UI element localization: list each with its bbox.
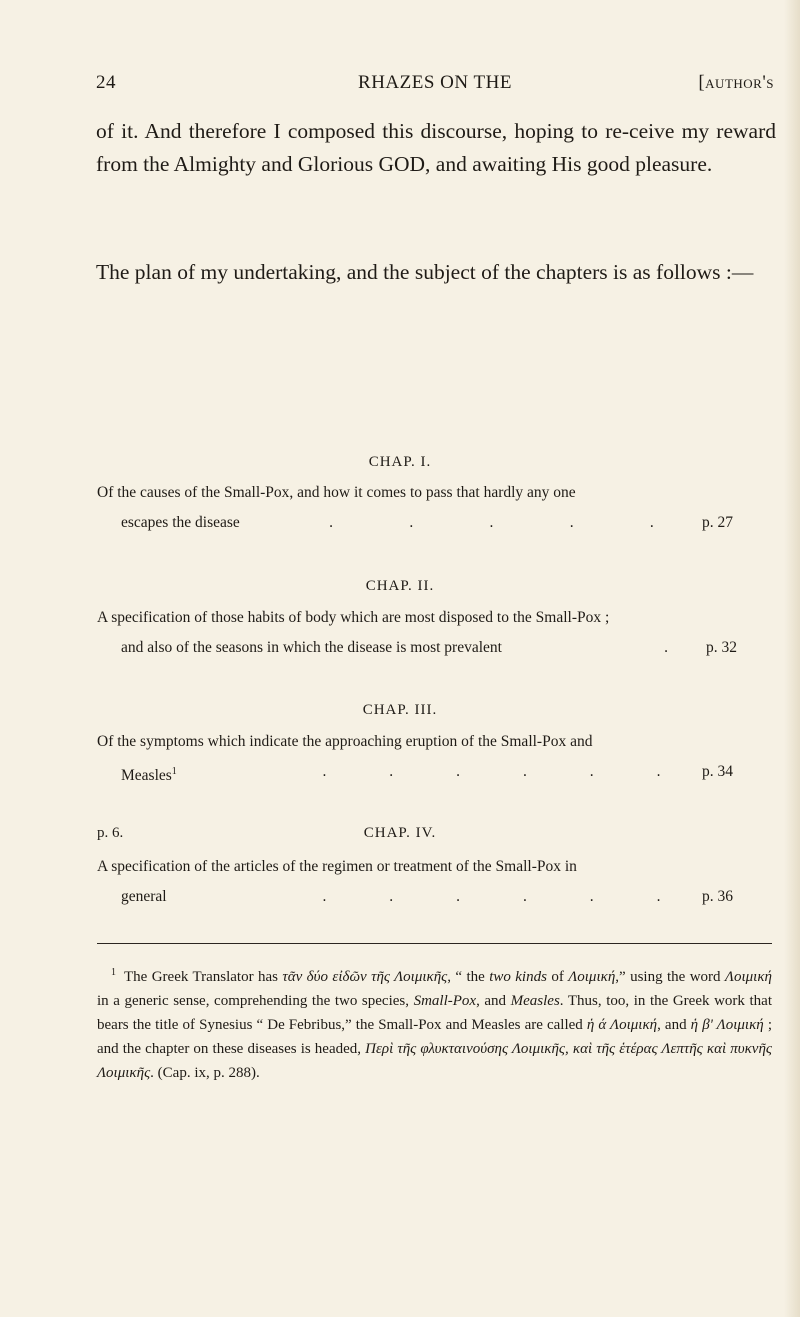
running-section bbox=[698, 72, 774, 94]
footnote-greek: ἡ ά Λοιμική bbox=[586, 1017, 658, 1033]
page-edge-shadow bbox=[784, 0, 800, 1317]
footnote-italic: Measles bbox=[510, 993, 560, 1009]
footnote-text: , and bbox=[657, 1017, 691, 1033]
chapter-3-line-1: Of the symptoms which indicate the approaching eruption of the Small-Pox and bbox=[97, 733, 593, 750]
chapter-2-description bbox=[97, 603, 737, 663]
chapter-4-line-1: A specification of the articles of the regimen or treatment of the Small-Pox in bbox=[97, 858, 577, 875]
footnote-text: The Greek Translator has bbox=[124, 969, 283, 985]
chapter-4-page: p. 36 bbox=[702, 888, 733, 905]
footnote-greek: τᾶν δύο εἰδῶν τῆς Λοιμικῆς bbox=[282, 969, 448, 985]
running-section-bracket: [ bbox=[698, 72, 706, 93]
chapter-3-label-wrap bbox=[121, 757, 271, 791]
footnote-text: , and bbox=[476, 993, 511, 1009]
footnote-italic: two kinds bbox=[489, 969, 547, 985]
running-section-word: author's bbox=[705, 72, 774, 93]
chapter-2-line-1: A specification of those habits of body which are most disposed to the Small-Pox ; bbox=[97, 609, 610, 626]
margin-page-note: p. 6. bbox=[97, 825, 124, 841]
footnote-text: . (Cap. ix, p. 288). bbox=[150, 1065, 260, 1081]
chapter-2-line-2 bbox=[97, 633, 737, 663]
dot-leader: . . . . . . bbox=[322, 763, 661, 780]
running-title: RHAZES ON THE bbox=[358, 72, 512, 93]
footnote-text: ; and the chapter on these diseases is headed, bbox=[97, 1017, 772, 1057]
chapter-1-line-1: Of the causes of the Small-Pox, and how it comes to pass that hardly any one bbox=[97, 484, 576, 501]
chapter-4-description bbox=[97, 852, 733, 912]
footnote-text: , “ the bbox=[447, 969, 490, 985]
chapter-1-label: escapes the disease bbox=[121, 514, 240, 531]
chapter-1-page: p. 27 bbox=[702, 514, 733, 531]
footnote-text: of bbox=[546, 969, 569, 985]
footnote-greek: Λοιμική bbox=[568, 969, 616, 985]
footnote-text: . Thus, too, in the Greek work that bears the title of Synesius “ De Febribus,” the Small-Pox and Measles are called bbox=[97, 993, 772, 1033]
chapter-1-description bbox=[97, 478, 733, 538]
chapter-2-label: and also of the seasons in which the disease is most prevalent bbox=[121, 639, 502, 656]
dot-leader: . bbox=[664, 639, 668, 656]
chapter-3-page: p. 34 bbox=[702, 763, 733, 780]
dot-leader: . . . . . . bbox=[322, 888, 661, 905]
body-paragraph-1: of it. And therefore I composed this discourse, hoping to re-ceive my reward from the Almighty and Glorious GOD, and awaiting His good pleasure. bbox=[96, 119, 776, 176]
footnote-mark: 1 bbox=[111, 967, 116, 978]
footnote-greek: ἡ βʹ Λοιμική bbox=[690, 1017, 764, 1033]
chapter-2-page: p. 32 bbox=[706, 639, 737, 656]
chapter-4-line-2 bbox=[97, 882, 733, 912]
chapter-3-description bbox=[97, 727, 733, 791]
running-head bbox=[96, 72, 774, 100]
footnote-greek: Λοιμική bbox=[724, 969, 772, 985]
page-number: 24 bbox=[96, 72, 116, 93]
chapter-2-title: CHAP. II. bbox=[365, 578, 435, 594]
chapter-3-title: CHAP. III. bbox=[362, 702, 438, 718]
footnote-rule bbox=[97, 943, 772, 944]
chapter-1-line-2 bbox=[97, 508, 733, 538]
footnote-text: ,” using the word bbox=[615, 969, 725, 985]
chapter-4-label: general bbox=[121, 888, 167, 905]
footnote-greek: Περὶ τῆς φλυκταινούσης Λοιμικῆς, καὶ τῆς ἑτέρας Λεπτῆς καὶ πυκνῆς Λοιμικῆς bbox=[97, 1041, 772, 1081]
body-paragraph-2: The plan of my undertaking, and the subject of the chapters is as follows :— bbox=[96, 260, 754, 284]
chapter-1-title: CHAP. I. bbox=[368, 454, 432, 470]
footnote-text: in a generic sense, comprehending the two species, bbox=[97, 993, 414, 1009]
chapter-4-title: CHAP. IV. bbox=[363, 825, 437, 841]
dot-leader: . . . . . bbox=[329, 514, 654, 531]
footnote-ref: 1 bbox=[171, 766, 177, 777]
footnote-italic: Small-Pox bbox=[413, 993, 477, 1009]
chapter-3-label: Measles bbox=[121, 767, 172, 785]
chapter-3-line-2 bbox=[97, 757, 733, 791]
footnote bbox=[97, 961, 772, 1085]
